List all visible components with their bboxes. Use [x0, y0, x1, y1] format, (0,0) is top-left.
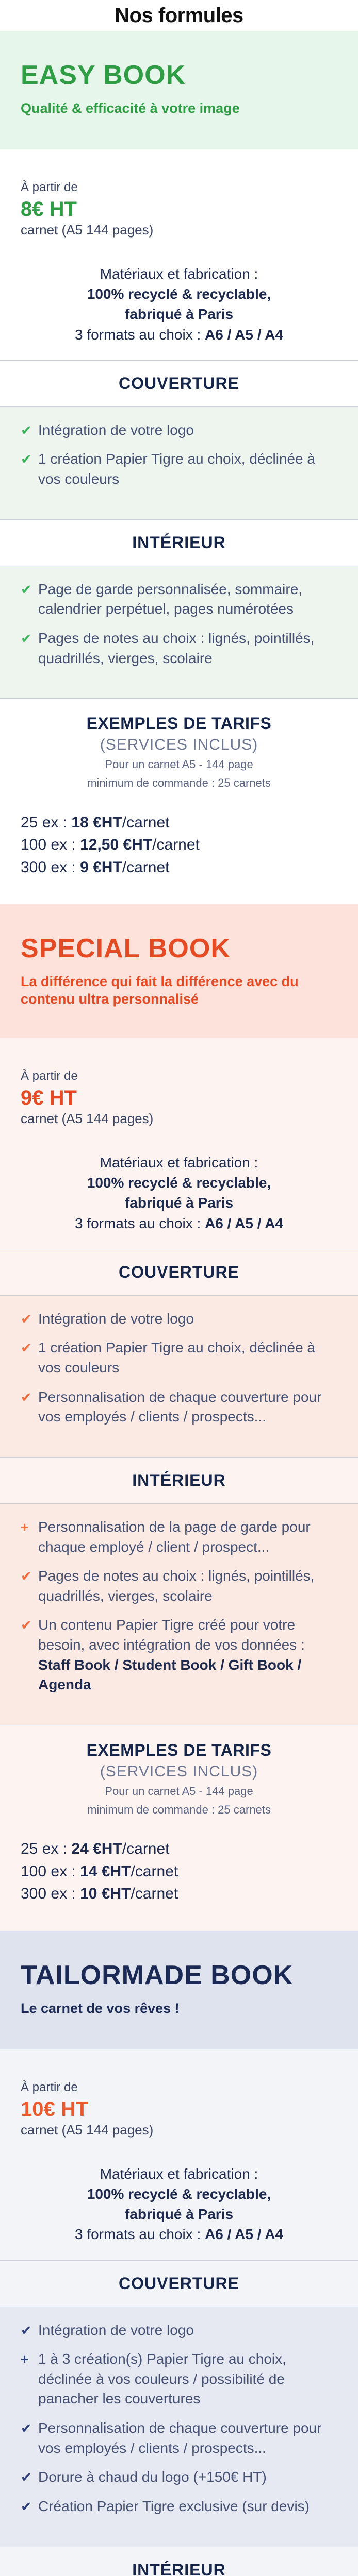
price-value: 10€ HT [21, 2097, 89, 2121]
tarifs-subtitle: (SERVICES INCLUS) [100, 736, 258, 754]
materials-bold-1: 100% recyclé & recyclable, [87, 2185, 271, 2202]
card-subtitle: La différence qui fait la différence avec du contenu ultra personnalisé [21, 974, 299, 1007]
check-icon: ✔ [21, 2420, 32, 2436]
materials-block [0, 2154, 358, 2260]
list-item: ✔ Personnalisation de chaque couverture pour vos employés / clients / prospects... [21, 2420, 322, 2456]
price-block [0, 149, 358, 253]
check-icon: ✔ [21, 1617, 32, 1633]
list-item: ✔ 1 création Papier Tigre au choix, déclinée à vos couleurs [21, 1340, 315, 1376]
interieur-title: INTÉRIEUR [0, 520, 358, 566]
materials-bold-1: 100% recyclé & recyclable, [87, 286, 271, 302]
list-item: ✔ Personnalisation de chaque couverture pour vos employés / clients / prospects... [21, 1388, 322, 1425]
list-item: ✔ 1 création Papier Tigre au choix, déclinée à vos couleurs [21, 451, 315, 487]
tarifs-subtitle: (SERVICES INCLUS) [100, 1762, 258, 1780]
tarifs-list [0, 791, 358, 905]
list-item: ✔ Pages de notes au choix : lignés, pointillés, quadrillés, vierges, scolaire [21, 1568, 315, 1604]
formats-prefix: 3 formats au choix : [74, 1215, 205, 1231]
tarifs-block [0, 699, 358, 904]
check-icon: ✔ [21, 422, 32, 438]
tarifs-list [0, 1817, 358, 1931]
materials-block [0, 253, 358, 360]
list-item: ✔ Intégration de votre logo [21, 2320, 337, 2341]
tailormade-book-card [0, 1931, 358, 2576]
list-item: ✔ Pages de notes au choix : lignés, pointillés, quadrillés, vierges, scolaire [21, 630, 315, 666]
list-item: + 1 à 3 création(s) Papier Tigre au choix, déclinée à vos couleurs / possibilité de panacher les couvertures [21, 2351, 286, 2407]
interieur-title: INTÉRIEUR [0, 1458, 358, 1503]
check-icon: ✔ [21, 451, 32, 467]
price-from-label: À partir de [21, 1069, 78, 1083]
check-icon: ✔ [21, 2498, 32, 2514]
price-from-label: À partir de [21, 2080, 78, 2094]
tarif-row: 25 ex : 24 €HT/carnet [21, 1840, 170, 1858]
page-title: Nos formules [0, 0, 358, 31]
couverture-list [0, 407, 358, 519]
list-item: + Personnalisation de la page de garde pour chaque employé / client / prospect... [21, 1518, 311, 1555]
tarif-row: 100 ex : 14 €HT/carnet [21, 1862, 178, 1880]
materials-label: Matériaux et fabrication : [100, 266, 258, 282]
price-unit: carnet (A5 144 pages) [21, 2122, 154, 2138]
price-value: 9€ HT [21, 1087, 77, 1109]
tarif-row: 25 ex : 18 €HT/carnet [21, 814, 170, 831]
list-item: ✔ Page de garde personnalisée, sommaire, calendrier perpétuel, pages numérotées [21, 581, 303, 617]
materials-bold-2: fabriqué à Paris [124, 306, 234, 323]
easy-book-card [0, 31, 358, 904]
formats-prefix: 3 formats au choix : [74, 2226, 205, 2243]
interieur-list [0, 1504, 358, 1725]
tarif-row: 300 ex : 10 €HT/carnet [21, 1885, 178, 1903]
check-icon: ✔ [21, 581, 32, 597]
tarifs-block [0, 1725, 358, 1931]
price-block [0, 2049, 358, 2154]
couverture-list [0, 2307, 358, 2547]
check-icon: ✔ [21, 2322, 32, 2338]
formats-value: A6 / A5 / A4 [205, 2226, 284, 2243]
tarifs-note: Pour un carnet A5 - 144 page [105, 1784, 253, 1798]
interieur-list [0, 566, 358, 699]
tarifs-note: minimum de commande : 25 carnets [87, 776, 271, 789]
list-item: ✔ Dorure à chaud du logo (+150€ HT) [21, 2467, 337, 2487]
tarifs-note: minimum de commande : 25 carnets [87, 1803, 271, 1816]
card-header [0, 1931, 358, 2049]
check-icon: ✔ [21, 630, 32, 646]
interieur-title: INTÉRIEUR [0, 2547, 358, 2576]
materials-block [0, 1142, 358, 1249]
tarif-row: 100 ex : 12,50 €HT/carnet [21, 836, 200, 853]
list-item: ✔ Intégration de votre logo [21, 420, 337, 440]
card-subtitle: Le carnet de vos rêves ! [21, 2000, 180, 2016]
plus-icon: + [21, 1519, 29, 1535]
price-block [0, 1038, 358, 1142]
card-header [0, 904, 358, 1038]
price-from-label: À partir de [21, 180, 78, 194]
special-book-card [0, 904, 358, 1931]
formats-prefix: 3 formats au choix : [74, 326, 205, 343]
tarifs-title: EXEMPLES DE TARIFS [86, 714, 272, 733]
materials-bold-2: fabriqué à Paris [124, 1195, 234, 1211]
price-unit: carnet (A5 144 pages) [21, 222, 154, 238]
card-title: SPECIAL BOOK [21, 934, 231, 963]
tarif-row: 300 ex : 9 €HT/carnet [21, 858, 170, 876]
card-title: EASY BOOK [21, 60, 186, 90]
check-icon: ✔ [21, 1568, 32, 1584]
price-unit: carnet (A5 144 pages) [21, 1111, 154, 1126]
materials-bold-1: 100% recyclé & recyclable, [87, 1175, 271, 1191]
list-item: ✔ Intégration de votre logo [21, 1309, 337, 1329]
couverture-list [0, 1296, 358, 1457]
materials-label: Matériaux et fabrication : [100, 2165, 258, 2182]
list-item: ✔ Un contenu Papier Tigre créé pour votre besoin, avec intégration de vos données : Staff Book / Student Book / Gift Book / Agenda [21, 1617, 305, 1693]
plus-icon: + [21, 2351, 29, 2367]
card-title: TAILORMADE BOOK [21, 1960, 294, 1990]
couverture-title: COUVERTURE [0, 1249, 358, 1295]
materials-label: Matériaux et fabrication : [100, 1155, 258, 1171]
tarifs-title: EXEMPLES DE TARIFS [86, 1740, 272, 1759]
formats-value: A6 / A5 / A4 [205, 1215, 284, 1231]
check-icon: ✔ [21, 1389, 32, 1405]
card-subtitle: Qualité & efficacité à votre image [21, 100, 240, 116]
check-icon: ✔ [21, 1311, 32, 1327]
check-icon: ✔ [21, 2469, 32, 2485]
materials-bold-2: fabriqué à Paris [124, 2206, 234, 2223]
tarifs-note: Pour un carnet A5 - 144 page [105, 758, 253, 771]
price-value: 8€ HT [21, 198, 77, 221]
formats-value: A6 / A5 / A4 [205, 326, 284, 343]
check-icon: ✔ [21, 1340, 32, 1356]
couverture-title: COUVERTURE [0, 2261, 358, 2307]
couverture-title: COUVERTURE [0, 361, 358, 406]
list-item: ✔ Création Papier Tigre exclusive (sur devis) [21, 2497, 337, 2517]
card-header [0, 31, 358, 149]
